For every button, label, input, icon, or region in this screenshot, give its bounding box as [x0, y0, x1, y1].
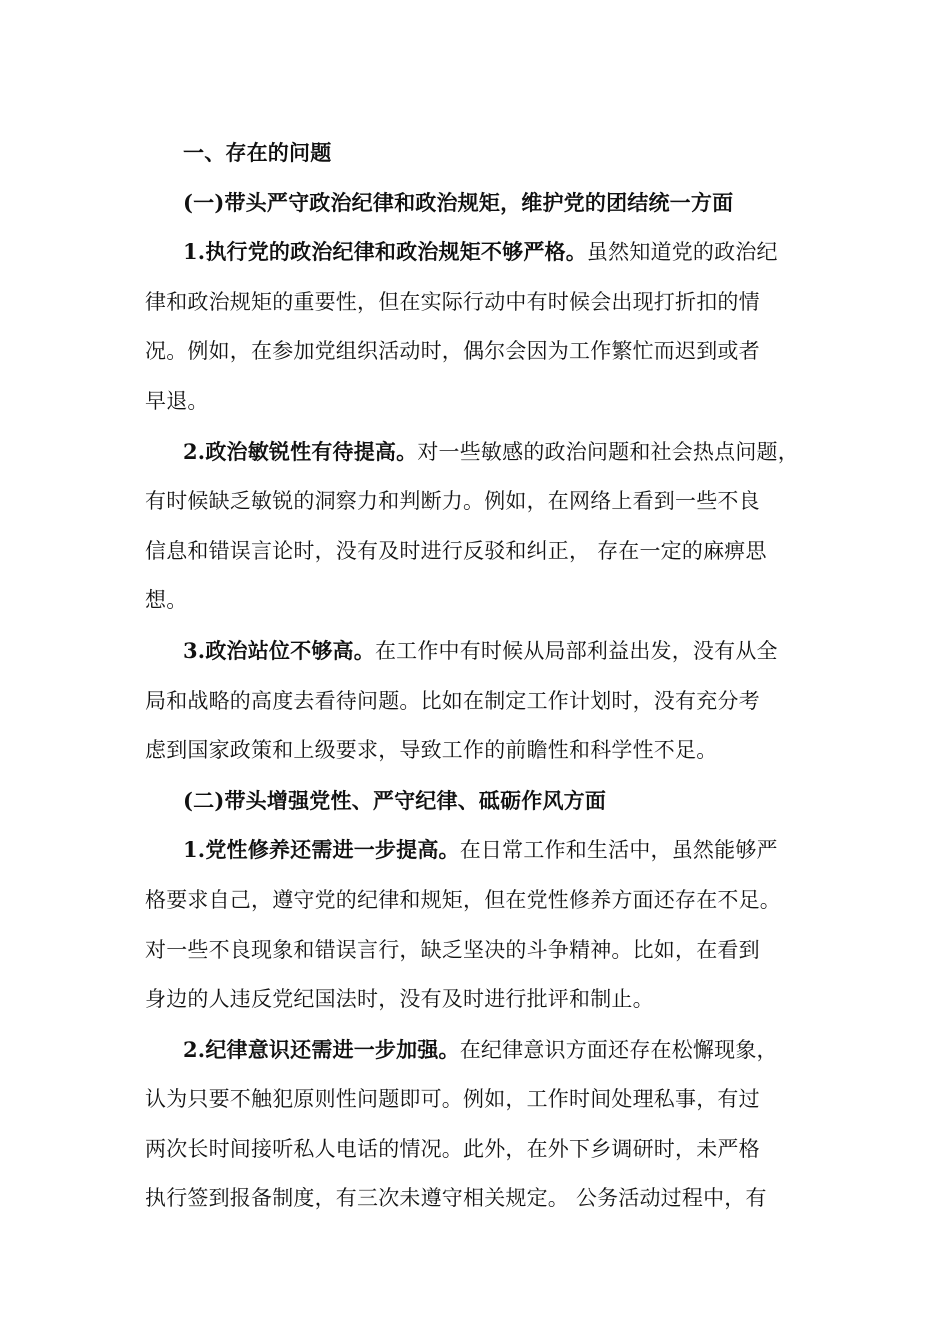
paragraph-line: 执行签到报备制度，有三次未遵守相关规定。 公务活动过程中，有 [145, 1186, 767, 1211]
item-text: 在纪律意识方面还存在松懈现象， [459, 1037, 778, 1062]
document-page [145, 128, 825, 1224]
paragraph-line: 认为只要不触犯原则性问题即可。例如，工作时间处理私事，有过 [145, 1087, 760, 1112]
item-text: 虽然知道党的政治纪 [586, 240, 778, 265]
paragraph-line: 虑到国家政策和上级要求，导致工作的前瞻性和科学性不足。 [145, 738, 718, 763]
paragraph-line [145, 227, 825, 278]
item-text: 在工作中有时候从局部利益出发，没有从全 [374, 638, 778, 663]
paragraph-line [145, 825, 825, 876]
paragraph-line: 局和战略的高度去看待问题。比如在制定工作计划时，没有充分考 [145, 688, 760, 713]
paragraph-line: 信息和错误言论时，没有及时进行反驳和纠正， 存在一定的麻痹思 [145, 538, 767, 563]
subsection-title-2: (二)带头增强党性、严守纪律、砥砺作风方面 [183, 787, 607, 813]
paragraph-line: 对一些不良现象和错误言行，缺乏坚决的斗争精神。比如，在看到 [145, 937, 760, 962]
subsection-title-1: (一)带头严守政治纪律和政治规矩，维护党的团结统一方面 [183, 189, 734, 215]
paragraph-line: 想。 [145, 588, 188, 613]
paragraph-line: 身边的人违反党纪国法时，没有及时进行批评和制止。 [145, 987, 654, 1012]
paragraph-line: 有时候缺乏敏锐的洞察力和判断力。例如，在网络上看到一些不良 [145, 489, 760, 514]
item-lead: 1.执行党的政治纪律和政治规矩不够严格。 [183, 239, 587, 265]
paragraph-line [145, 427, 825, 478]
item-lead: 2.纪律意识还需进一步加强。 [183, 1036, 460, 1062]
paragraph-line: 格要求自己，遵守党的纪律和规矩，但在党性修养方面还存在不足。 [145, 887, 781, 912]
item-lead: 1.党性修养还需进一步提高。 [183, 837, 460, 863]
paragraph-line [145, 1025, 825, 1076]
paragraph-line: 早退。 [145, 388, 209, 413]
section-title: 一、存在的问题 [183, 140, 332, 165]
item-text: 对一些敏感的政治问题和社会热点问题， [417, 439, 799, 464]
paragraph-line: 律和政治规矩的重要性，但在实际行动中有时候会出现打折扣的情 [145, 289, 760, 314]
paragraph-line [145, 626, 825, 677]
paragraph-line: 况。例如，在参加党组织活动时，偶尔会因为工作繁忙而迟到或者 [145, 339, 760, 364]
paragraph-line: 两次长时间接听私人电话的情况。此外，在外下乡调研时，未严格 [145, 1136, 760, 1161]
item-lead: 2.政治敏锐性有待提高。 [183, 438, 418, 464]
item-text: 在日常工作和生活中，虽然能够严 [459, 838, 778, 863]
item-lead: 3.政治站位不够高。 [183, 637, 375, 663]
